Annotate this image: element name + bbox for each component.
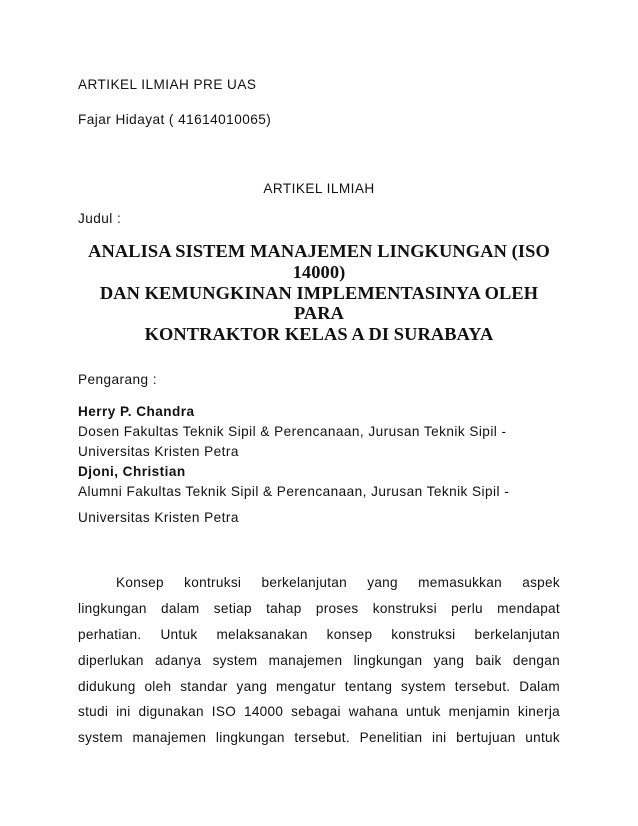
title-line: KONTRAKTOR KELAS A DI SURABAYA [144, 324, 494, 345]
author-name: Herry P. Chandra [78, 404, 195, 419]
author-name: Djoni, Christian [78, 464, 186, 479]
article-title [78, 241, 560, 345]
author-affiliation: Alumni Fakultas Teknik Sipil & Perencanaan, Jurusan Teknik Sipil - [78, 484, 510, 499]
title-line: 14000) [292, 261, 346, 282]
title-line: ANALISA SISTEM MANAJEMEN LINGKUNGAN (ISO [88, 241, 550, 261]
paragraph-line: didukung oleh standar yang mengatur tentang system tersebut. Dalam [78, 679, 560, 694]
paragraph-line: Konsep kontruksi berkelanjutan yang memasukkan aspek [116, 575, 560, 590]
doc-type-label: ARTIKEL ILMIAH PRE UAS [78, 77, 257, 92]
author-affiliation: Universitas Kristen Petra [78, 444, 239, 459]
paragraph-line: studi ini digunakan ISO 14000 sebagai wahana untuk menjamin kinerja [78, 704, 560, 719]
section-heading: ARTIKEL ILMIAH [263, 181, 375, 196]
title-label: Judul : [78, 211, 122, 226]
author-label: Pengarang : [78, 372, 158, 387]
paragraph-line: system manajemen lingkungan tersebut. Penelitian ini bertujuan untuk [78, 730, 560, 745]
title-line: DAN KEMUNGKINAN IMPLEMENTASINYA OLEH [99, 282, 539, 303]
paragraph-line: lingkungan dalam setiap tahap proses konstruksi perlu mendapat [78, 601, 560, 616]
paragraph-line: perhatian. Untuk melaksanakan konsep konstruksi berkelanjutan [78, 627, 560, 642]
paragraph-line: diperlukan adanya system manajemen lingkungan yang baik dengan [78, 653, 560, 668]
author-affiliation: Dosen Fakultas Teknik Sipil & Perencanaan, Jurusan Teknik Sipil - [78, 424, 507, 439]
title-line: PARA [293, 303, 345, 324]
student-name: Fajar Hidayat ( 41614010065) [78, 112, 272, 127]
author-affiliation: Universitas Kristen Petra [78, 510, 239, 525]
